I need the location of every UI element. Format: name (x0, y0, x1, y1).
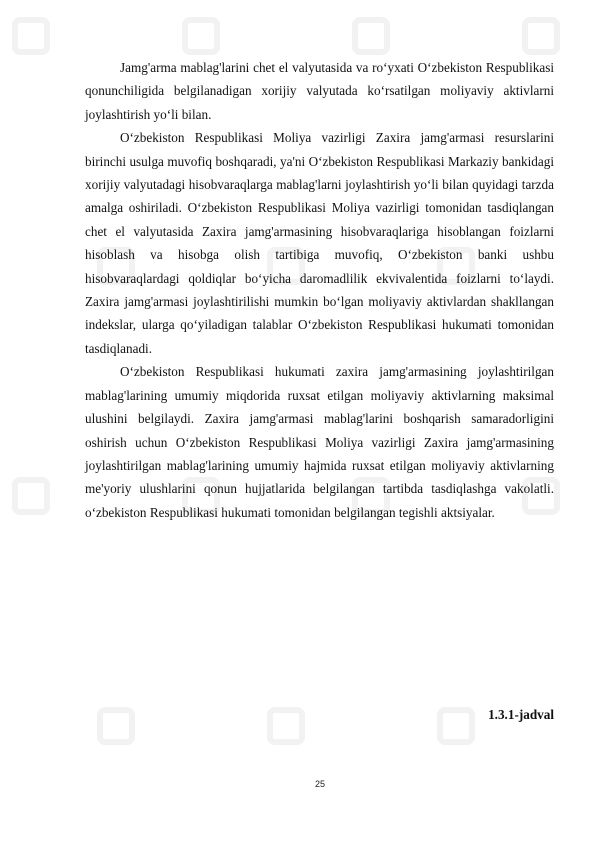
page-number: 25 (314, 779, 325, 789)
paragraph-3: O‘zbekiston Respublikasi hukumati zaxira jamg'armasining joylashtirilgan mablag'larining umumiy miqdorida ruxsat etilgan moliyaviy aktivlarning maksimal ulushini belgilaydi. Zaxira jamg'armasi mablag'larini boshqarish samaradorligini oshirish uchun O‘zbekiston Respublikasi Moliya vazirligi Zaxira jamg'armasining joylashtirilgan mablag'larining umumiy hajmida ruxsat etilgan moliyaviy aktivlarning me'yoriy ulushlarini qonun hujjatlarida belgilangan tartibda tasdiqlashga vakolatli. o‘zbekiston Respublikasi hukumati tomonidan belgilangan tegishli aktsiyalar. (85, 364, 554, 520)
table-caption: 1.3.1-jadval (488, 707, 554, 722)
paragraph-2: O‘zbekiston Respublikasi Moliya vazirligi Zaxira jamg'armasi resurslarini birinchi usulga muvofiq boshqaradi, ya'ni O‘zbekiston Respublikasi Markaziy bankidagi xorijiy valyutadagi hisobvaraqlarga mablag'larni joylashtirish yo‘li bilan quyidagi tarzda amalga oshiriladi. O‘zbekiston Respublikasi Moliya vazirligi tomonidan tasdiqlangan chet el valyutasida Zaxira jamg'armasining hisobvaraqlariga hisoblangan foizlarni hisoblash va hisobga olish tartibiga muvofiq, O‘zbekiston banki ushbu hisobvaraqlardagi qoldiqlar bo‘yicha daromadlilik ekvivalentida foizlarni to‘laydi. Zaxira jamg'armasi joylashtirilishi mumkin bo‘lgan moliyaviy aktivlardan shakllangan indekslar, ularga qo‘yiladigan talablar O‘zbekiston Respublikasi hukumati tomonidan tasdiqlanadi. (85, 130, 554, 356)
body-text (85, 56, 554, 524)
paragraph-1: Jamg'arma mablag'larini chet el valyutasida va ro‘yxati O‘zbekiston Respublikasi qonunchiligida belgilanadigan xorijiy valyutada ko‘rsatilgan moliyaviy aktivlarni joylashtirish yo‘li bilan. (85, 60, 554, 122)
